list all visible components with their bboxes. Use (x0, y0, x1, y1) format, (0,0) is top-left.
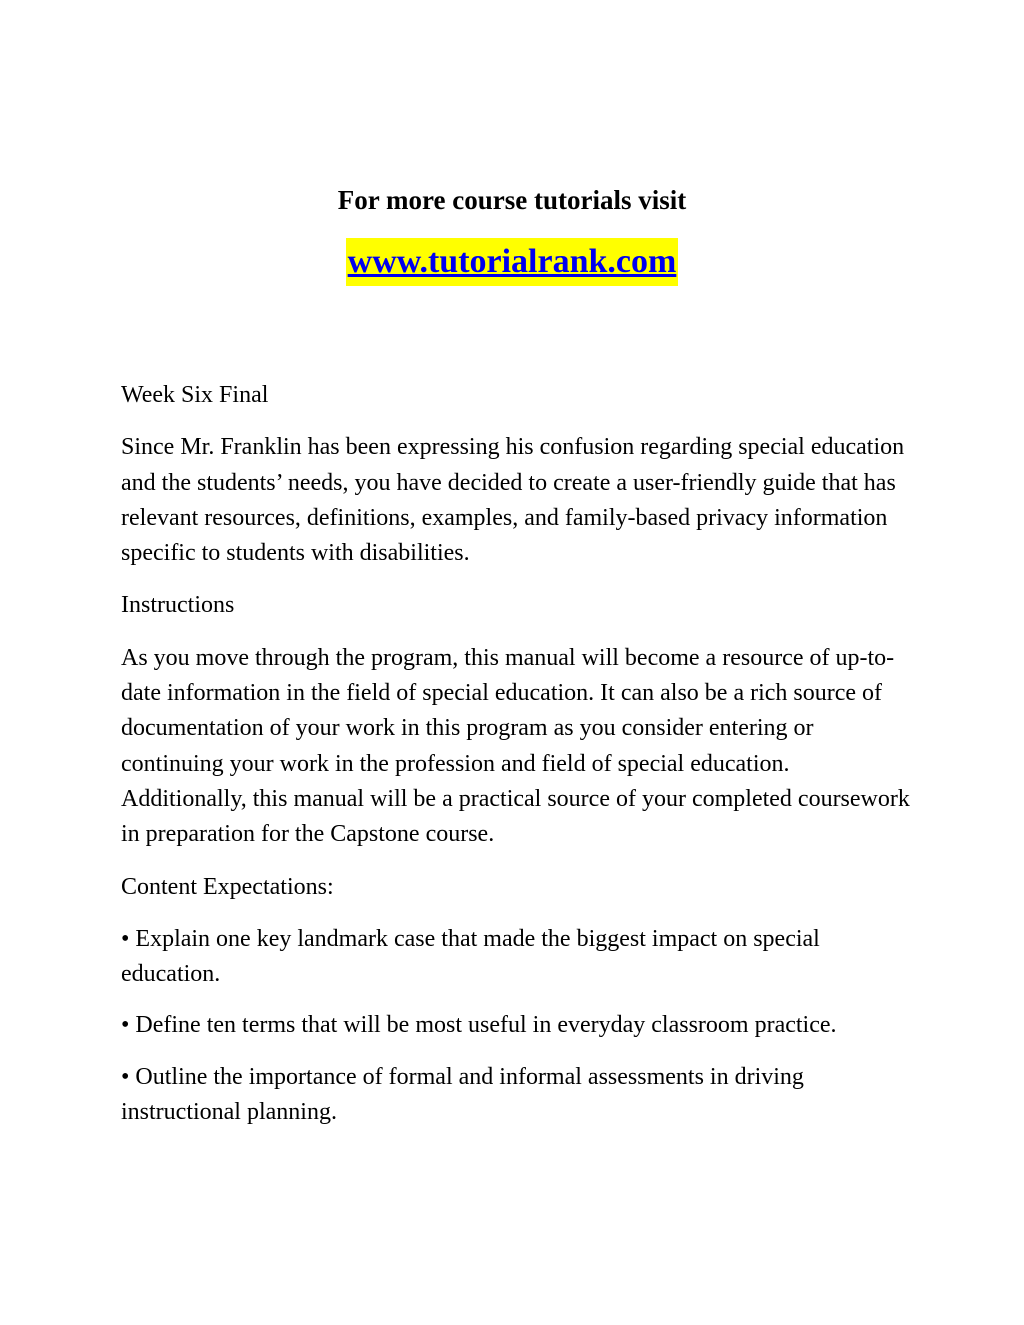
instructions-paragraph: As you move through the program, this manual will become a resource of up-to-date information in the field of special education. It can also be a rich source of documentation of your work in this program as you consider entering or continuing your work in the profession and field of special education. Additionally, this manual will be a practical source of your completed coursework in preparation for the Capstone course. (121, 644, 910, 848)
promo-link-wrapper (0, 238, 1024, 286)
tutorialrank-link[interactable]: www.tutorialrank.com (346, 238, 679, 286)
bullet-item: • Outline the importance of formal and informal assessments in driving instructional planning. (121, 1063, 804, 1126)
bullet-item: • Define ten terms that will be most useful in everyday classroom practice. (121, 1012, 837, 1039)
intro-paragraph: Since Mr. Franklin has been expressing his confusion regarding special education and the students’ needs, you have decided to create a user-friendly guide that has relevant resources, definitions, examples, and family-based privacy information specific to students with disabilities. (121, 434, 905, 567)
promo-title: For more course tutorials visit (337, 185, 687, 215)
document-heading: Week Six Final (121, 382, 269, 408)
bullet-item: • Explain one key landmark case that made the biggest impact on special education. (121, 925, 820, 988)
instructions-label: Instructions (121, 592, 235, 619)
promo-header (0, 178, 1024, 286)
document-body (121, 378, 911, 1146)
expectations-label: Content Expectations: (121, 873, 334, 900)
